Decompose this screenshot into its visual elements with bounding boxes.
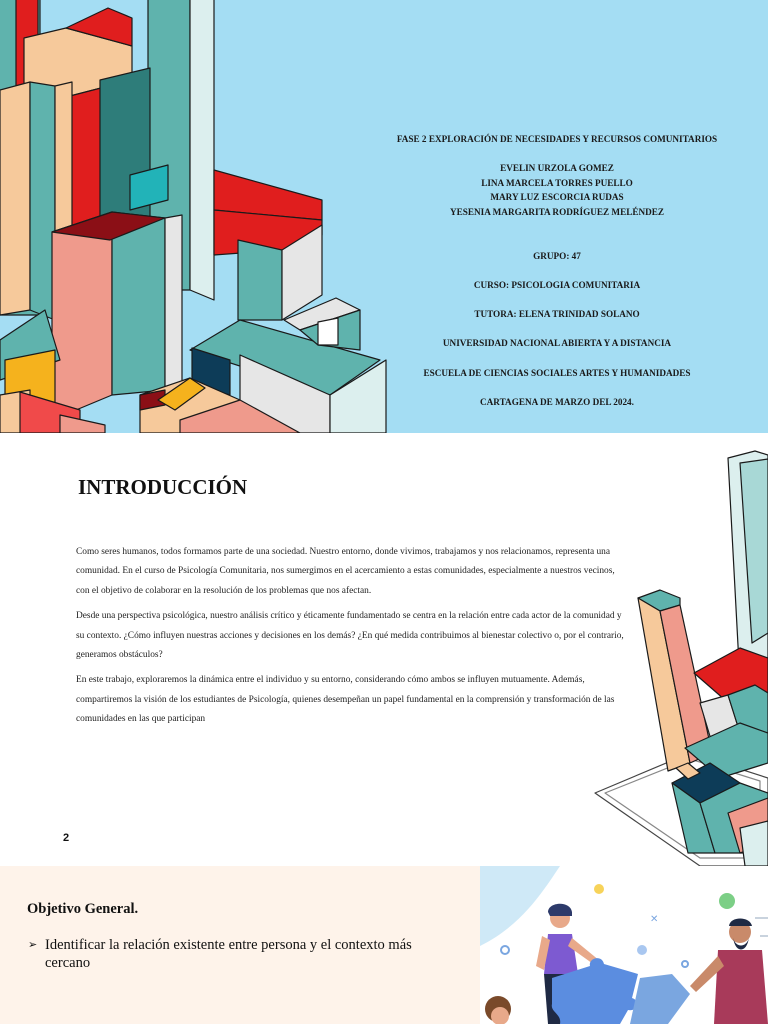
cover-course: CURSO: PSICOLOGIA COMUNITARIA (473, 279, 641, 290)
cover-slide (0, 0, 768, 433)
objective-slide (0, 866, 768, 1024)
cover-tutor: TUTORA: ELENA TRINIDAD SOLANO (474, 309, 640, 320)
teamwork-puzzle-illustration (0, 866, 768, 1024)
arrow-bullet-icon: ➢ (28, 939, 38, 951)
intro-paragraph-1: Como seres humanos, todos formamos parte de una sociedad. Nuestro entorno, donde vivimos, trabajamos y nos relacionamos, representa una comunidad. En el curso de Psicología Comunitaria, nos sumergimos en el acercamiento a estas comunidades, especialmente a nuestros vecinos, con el objetivo de colaborar en la resolución de los problemas que nos afectan. (76, 547, 615, 596)
cover-school: ESCUELA DE CIENCIAS SOCIALES ARTES Y HUMANIDADES (423, 367, 691, 378)
intro-heading: INTRODUCCIÓN (78, 475, 248, 499)
cover-university: UNIVERSIDAD NACIONAL ABIERTA Y A DISTANCIA (442, 338, 672, 349)
cover-title: FASE 2 EXPLORACIÓN DE NECESIDADES Y RECURSOS COMUNITARIOS (396, 134, 718, 144)
intro-paragraph-2: Desde una perspectiva psicológica, nuestro análisis crítico y éticamente fundamentado se centra en la relación entre cada actor de la comunidad y su contexto. ¿Cómo influyen nuestras acciones y decisiones en los demás? ¿En qué medida contribuimos al bienestar colectivo o, por el contrario, generamos obstáculos? (76, 611, 624, 661)
cover-group: GRUPO: 47 (533, 250, 581, 261)
author-3: MARY LUZ ESCORCIA RUDAS (490, 192, 624, 203)
introduction-slide (0, 433, 768, 866)
page-number: 2 (63, 832, 70, 844)
cover-text-block (390, 132, 724, 409)
author-1: EVELIN URZOLA GOMEZ (500, 163, 614, 174)
author-2: LINA MARCELA TORRES PUELLO (481, 177, 633, 188)
objective-heading: Objetivo General. (27, 901, 139, 917)
intro-body (76, 543, 630, 736)
intro-paragraph-3: En este trabajo, exploraremos la dinámica entre el individuo y su entorno, considerando cómo ambos se influyen mutuamente. Además, compartiremos la visión de los estudiantes de Psicología, quienes desempeñan un papel fundamental en la comprensión y transformación de las comunidades en las que participan (76, 675, 615, 725)
author-4: YESENIA MARGARITA RODRÍGUEZ MELÉNDEZ (450, 206, 664, 217)
cover-place-date: CARTAGENA DE MARZO DEL 2024. (480, 396, 634, 407)
cover-building-illustration (0, 0, 400, 433)
objective-item-text: Identificar la relación existente entre persona y el contexto más cercano (45, 937, 412, 971)
svg-text:✕: ✕ (650, 914, 659, 925)
